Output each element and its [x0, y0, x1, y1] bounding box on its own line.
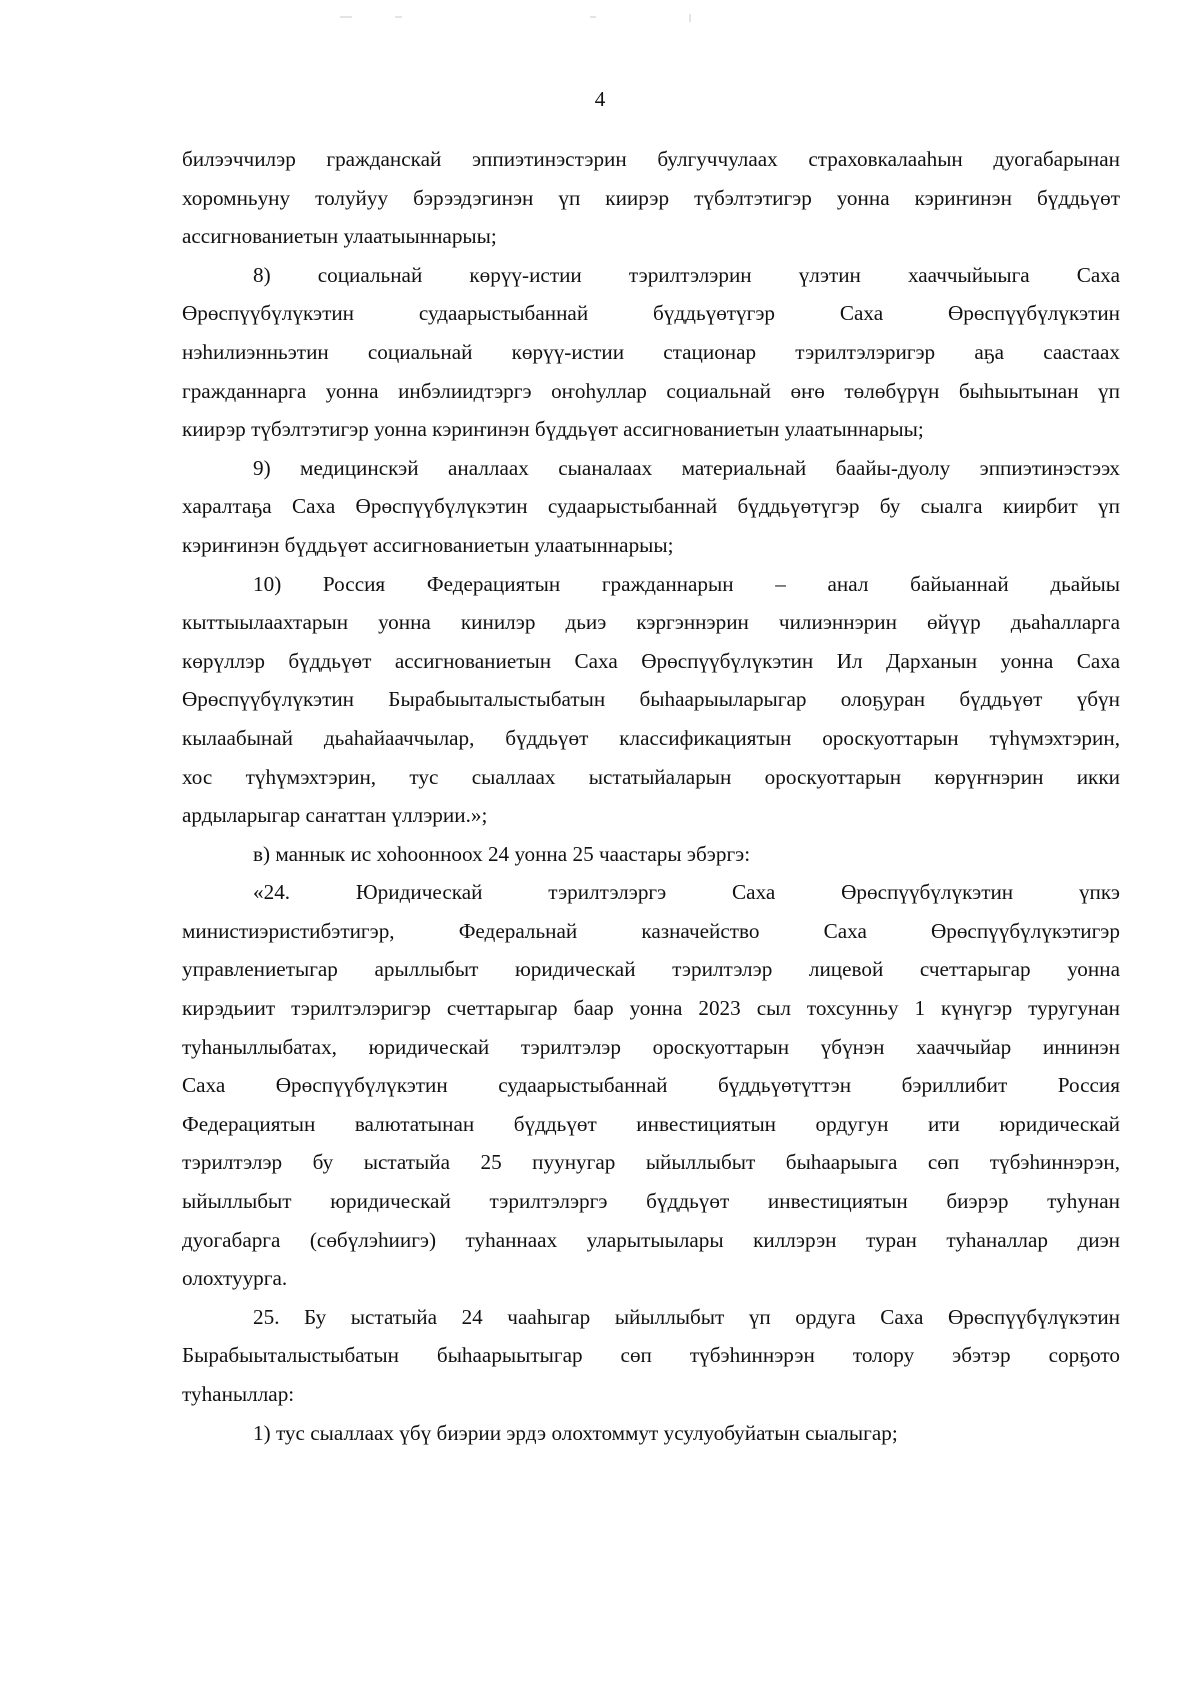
text-line: в) маннык ис хоһоонноох 24 уонна 25 чаастары эбэргэ: [253, 841, 751, 866]
text-line: көрүллэр бүддьүөт ассигнованиетын Саха Өрөспүүбүлүкэтин Ил Дарханын уонна Саха [182, 648, 1120, 673]
text-line: Бырабыыталыстыбатын быһаарыытыгар сөп түбэһиннэрэн толору эбэтэр сорҕото [182, 1343, 1120, 1368]
text-line: хоромньуну толуйуу бэрээдэгинэн үп киирэр түбэлтэтигэр уонна кэриҥинэн бүддьүөт [182, 185, 1120, 210]
text-line: кэриҥинэн бүддьүөт ассигнованиетын улаатыннарыы; [182, 532, 674, 557]
page-number: 4 [594, 87, 606, 111]
text-line: «24. Юридическай тэрилтэлэргэ Саха Өрөспүүбүлүкэтин үпкэ [253, 880, 1120, 905]
text-line: харалтаҕа Саха Өрөспүүбүлүкэтин судаарыстыбаннай бүддьүөтүгэр бу сыалга киирбит үп [182, 494, 1120, 519]
scan-specks [0, 0, 1200, 40]
text-line: 10) Россия Федерациятын гражданнарын – анал байыаннай дьайыы [253, 571, 1120, 596]
text-line: Өрөспүүбүлүкэтин судаарыстыбаннай бүддьүөтүгэр Саха Өрөспүүбүлүкэтин [182, 301, 1120, 326]
text-line: кыттыылаахтарын уонна кинилэр дьиэ кэргэннэрин чилиэннэрин өйүүр дьаһалларга [182, 610, 1120, 635]
text-line: 9) медицинскэй аналлаах сыаналаах материальнай баайы-дуолу эппиэтинэстээх [253, 455, 1120, 480]
text-line: 8) социальнай көрүү-истии тэрилтэлэрин үлэтин хааччыйыыга Саха [253, 262, 1120, 287]
text-line: управлениетыгар арыллыбыт юридическай тэрилтэлэр лицевой счеттарыгар уонна [182, 957, 1120, 982]
text-line: кирэдьиит тэрилтэлэригэр счеттарыгар баар уонна 2023 сыл тохсунньу 1 күнүгэр туругунан [182, 996, 1120, 1021]
text-line: олохтуурга. [182, 1266, 288, 1291]
text-line: тэрилтэлэр бу ыстатыйа 25 пуунугар ыйыллыбыт быһаарыыга сөп түбэһиннэрэн, [182, 1150, 1120, 1175]
text-line: министиэристибэтигэр, Федеральнай казначейство Саха Өрөспүүбүлүкэтигэр [182, 918, 1120, 943]
text-line: кылаабынай дьаһайааччылар, бүддьүөт классификациятын ороскуоттарын түһүмэхтэрин, [182, 725, 1120, 750]
text-line: Саха Өрөспүүбүлүкэтин судаарыстыбаннай бүддьүөтүттэн бэриллибит Россия [182, 1073, 1120, 1098]
text-line: киирэр түбэлтэтигэр уонна кэриҥинэн бүддьүөт ассигнованиетын улаатыннарыы; [182, 417, 924, 442]
text-line: 25. Бу ыстатыйа 24 чааһыгар ыйыллыбыт үп ордуга Саха Өрөспүүбүлүкэтин [253, 1304, 1120, 1329]
text-line: ассигнованиетын улаатыыннарыы; [182, 224, 497, 249]
text-line: нэһилиэнньэтин социальнай көрүү-истии стационар тэрилтэлэригэр аҕа саастаах [182, 339, 1120, 364]
text-line: 1) тус сыаллаах үбү биэрии эрдэ олохтоммут усулуобуйатын сыалыгар; [253, 1420, 898, 1445]
text-line: Федерациятын валютатынан бүддьүөт инвестициятын ордугун ити юридическай [182, 1111, 1120, 1136]
text-line: хос түһүмэхтэрин, тус сыаллаах ыстатыйаларын ороскуоттарын көрүҥнэрин икки [182, 764, 1120, 789]
text-line: гражданнарга уонна инбэлиидтэргэ оҥоһуллар социальнай өҥө төлөбүрүн быһыытынан үп [182, 378, 1120, 403]
text-line: туһаныллар: [182, 1382, 295, 1406]
text-line: Өрөспүүбүлүкэтин Бырабыыталыстыбатын быһаарыыларыгар олоҕуран бүддьүөт үбүн [182, 687, 1120, 712]
text-line: туһаныллыбатах, юридическай тэрилтэлэр ороскуоттарын үбүнэн хааччыйар иннинэн [182, 1034, 1120, 1059]
text-line: ардыларыгар саҥаттан үллэрии.»; [182, 803, 488, 828]
text-line: ыйыллыбыт юридическай тэрилтэлэргэ бүддьүөт инвестициятын биэрэр туһунан [182, 1189, 1120, 1214]
document-body [182, 140, 1120, 1452]
text-line: билээччилэр гражданскай эппиэтинэстэрин булгуччулаах страховкалааһын дуогабарынан [182, 147, 1120, 171]
text-line: дуогабарга (сөбүлэһиигэ) туһаннаах уларытыылары киллэрэн туран туһаналлар диэн [182, 1227, 1120, 1252]
